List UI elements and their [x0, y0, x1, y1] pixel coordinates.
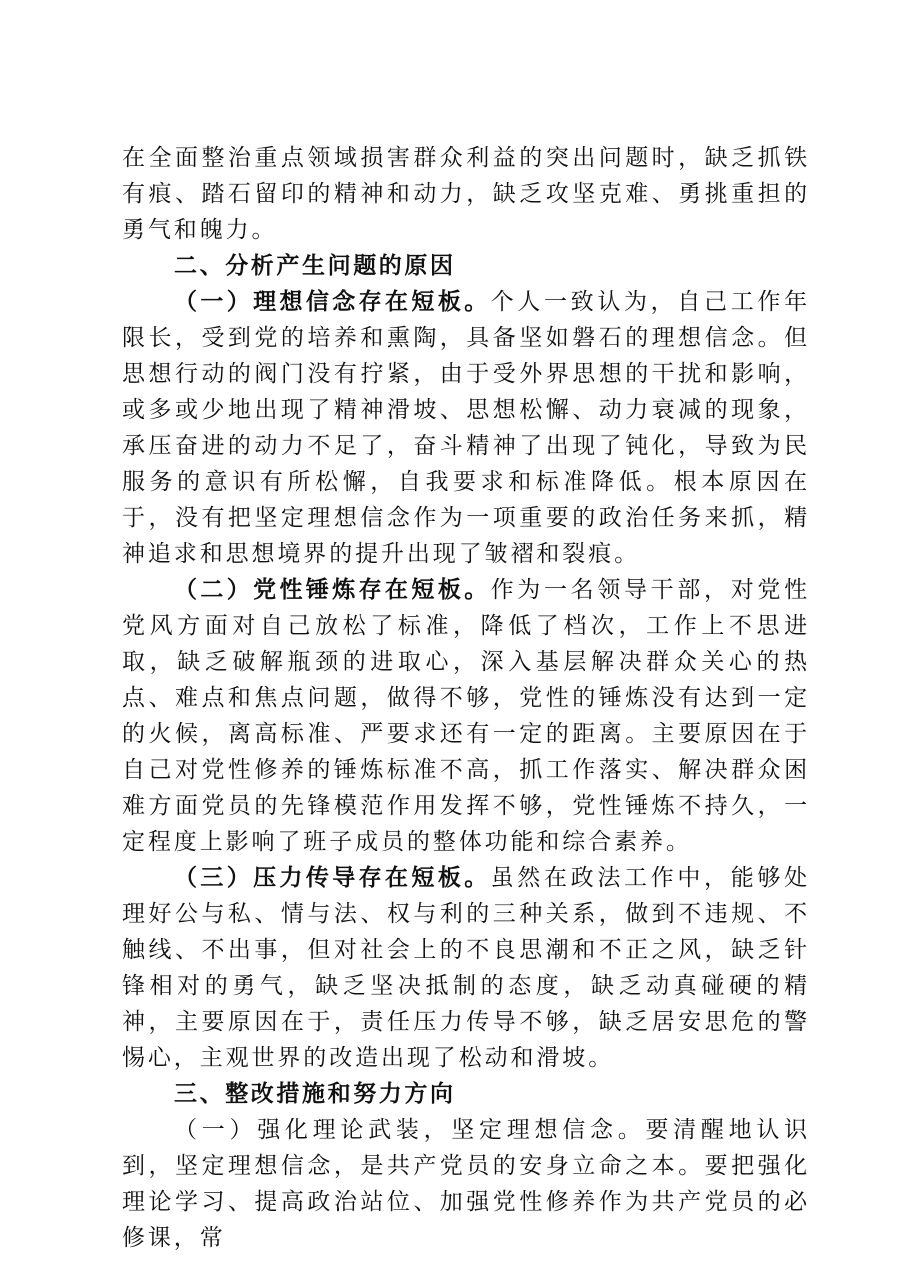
paragraph-text: 作为一名领导干部，对党性党风方面对自己放松了标准，降低了档次，工作上不思进取，缺乏破解瓶颈的进取心，深入基层解决群众关心的热点、难点和焦点问题，做得不够，党性的锤炼没有达到一定的火候，离高标准、严要求还有一定的距离。主要原因在于自己对党性修养的锤炼标准不高，抓工作落实、解决群众困难方面党员的先锋模范作用发挥不够，党性锤炼不持久，一定程度上影响了班子成员的整体功能和综合素养。 [122, 577, 810, 855]
paragraph-text: 在全面整治重点领域损害群众利益的突出问题时，缺乏抓铁有痕、踏石留印的精神和动力，缺乏攻坚克难、勇挑重担的勇气和魄力。 [122, 145, 810, 243]
paragraph-lead: （二）党性锤炼存在短板。 [174, 577, 491, 603]
paragraph-lead: （一）强化理论武装，坚定理想信念。 [174, 1117, 646, 1143]
paragraph-theory [122, 1112, 810, 1256]
paragraph-lead: （一）理想信念存在短板。 [174, 289, 491, 315]
section-heading-2: 二、分析产生问题的原因 [174, 253, 456, 279]
document-body [122, 140, 810, 1256]
paragraph-ideals [122, 284, 810, 572]
paragraph-continued [122, 140, 810, 248]
paragraph-party-spirit [122, 572, 810, 860]
section-heading-3: 三、整改措施和努力方向 [174, 1081, 456, 1107]
paragraph-text: 虽然在政法工作中，能够处理好公与私、情与法、权与利的三种关系，做到不违规、不触线、不出事，但对社会上的不良思潮和不正之风，缺乏针锋相对的勇气，缺乏坚决抵制的态度，缺乏动真碰硬的精神，主要原因在于，责任压力传导不够，缺乏居安思危的警惕心，主观世界的改造出现了松动和滑坡。 [122, 865, 810, 1071]
paragraph-text: 个人一致认为，自己工作年限长，受到党的培养和熏陶，具备坚如磐石的理想信念。但思想行动的阀门没有拧紧，由于受外界思想的干扰和影响，或多或少地出现了精神滑坡、思想松懈、动力衰减的现象，承压奋进的动力不足了，奋斗精神了出现了钝化，导致为民服务的意识有所松懈，自我要求和标准降低。根本原因在于，没有把坚定理想信念作为一项重要的政治任务来抓，精神追求和思想境界的提升出现了皱褶和裂痕。 [122, 289, 810, 567]
paragraph-text: 要清醒地认识到，坚定理想信念，是共产党员的安身立命之本。要把强化理论学习、提高政治站位、加强党性修养作为共产党员的必修课，常 [122, 1117, 810, 1251]
paragraph-pressure [122, 860, 810, 1076]
paragraph-lead: （三）压力传导存在短板。 [174, 865, 491, 891]
